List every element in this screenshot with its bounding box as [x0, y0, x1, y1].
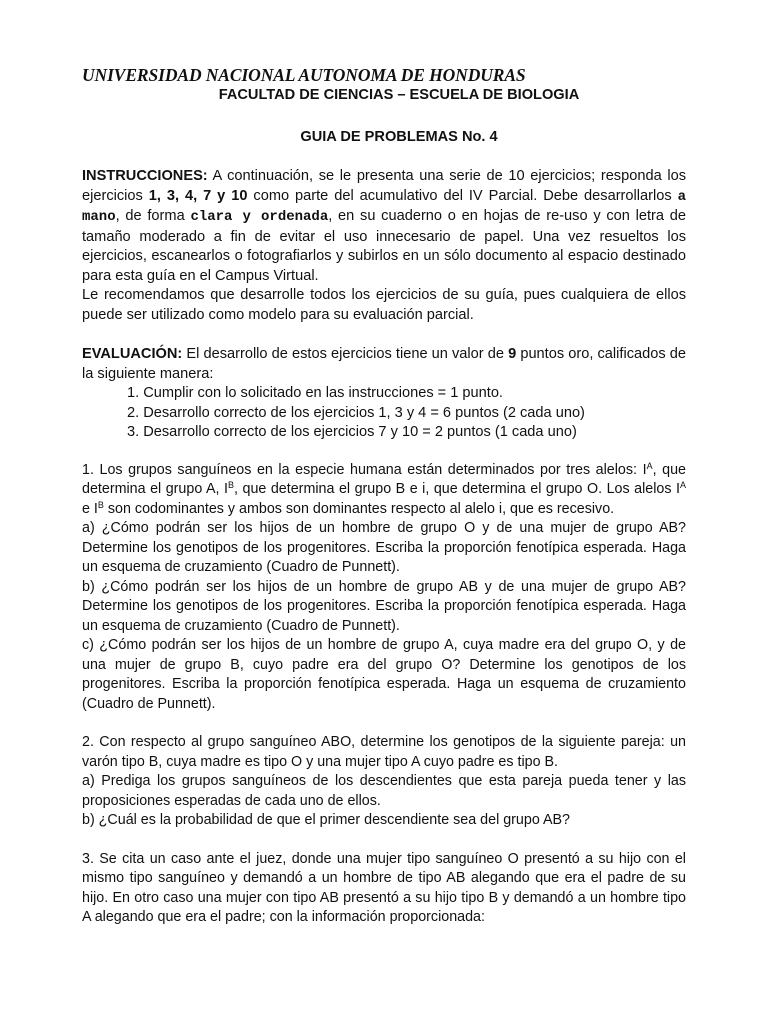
- instructions-section: [82, 167, 686, 325]
- problem-1-text-d: e I: [82, 500, 98, 517]
- evaluation-section: [82, 345, 686, 443]
- evaluation-text-2: puntos oro, calificados de la siguiente manera:: [82, 346, 686, 382]
- problem-2: [82, 733, 686, 831]
- superscript-a: A: [646, 460, 653, 471]
- instructions-label: INSTRUCCIONES:: [82, 168, 208, 184]
- problem-3-intro: 3. Se cita un caso ante el juez, donde una mujer tipo sanguíneo O presentó a su hijo con el mismo tipo sanguíneo y demandó a un hombre de tipo AB alegando que era el padre de su hijo. En otro caso una mujer con tipo AB presentó a su hijo tipo B y demandó a un hombre tipo A alegando que era el padre; con la información proporcionada:: [82, 850, 686, 925]
- problem-2-intro: 2. Con respecto al grupo sanguíneo ABO, determine los genotipos de la siguiente pareja: un varón tipo B, cuya madre es tipo O y una mujer tipo A cuyo padre es tipo B.: [82, 734, 686, 770]
- faculty-heading: FACULTAD DE CIENCIAS – ESCUELA DE BIOLOGIA: [218, 87, 580, 103]
- superscript-a: A: [679, 480, 686, 490]
- evaluation-paragraph: [82, 345, 686, 384]
- problem-3: [82, 850, 686, 928]
- evaluation-list: [82, 384, 686, 443]
- problem-1-text-b: , que determina el grupo A, I: [82, 461, 686, 497]
- instructions-clara: clara y ordenada: [190, 209, 329, 225]
- problem-1-part-a: a) ¿Cómo podrán ser los hijos de un hombre de grupo O y de una mujer de grupo AB? Determine los genotipos de los progenitores. Escriba la proporción fenotípica esperada. Haga un esquema de cruzamiento (Cuadro de Punnett).: [82, 520, 686, 575]
- superscript-b: B: [97, 499, 104, 510]
- problem-1-intro: [82, 461, 686, 520]
- superscript-b: B: [228, 480, 235, 490]
- instructions-text-1: A continuación, se le presenta una serie de 10 ejercicios; responda los ejercicios: [82, 168, 686, 204]
- evaluation-text-1: El desarrollo de estos ejercicios tiene un valor de: [182, 346, 509, 362]
- instructions-text-3: , de forma: [115, 208, 191, 224]
- document-page: [82, 64, 686, 928]
- evaluation-item: 2. Desarrollo correcto de los ejercicios 1, 3 y 4 = 6 puntos (2 cada uno): [127, 404, 585, 421]
- university-title: UNIVERSIDAD NACIONAL AUTONOMA DE HONDURAS: [82, 65, 526, 85]
- problem-1-text-a: 1. Los grupos sanguíneos en la especie humana están determinados por tres alelos: I: [82, 461, 647, 478]
- problem-1-part-c: c) ¿Cómo podrán ser los hijos de un hombre de grupo A, cuya madre era del grupo O, y de una mujer de grupo B, cuyo padre era del grupo O? Determine los genotipos de los progenitores. Escriba la proporción fenotípica esperada. Haga un esquema de cruzamiento (Cuadro de Punnett).: [82, 637, 686, 712]
- problem-1: [82, 461, 686, 715]
- evaluation-item: 1. Cumplir con lo solicitado en las instrucciones = 1 punto.: [127, 385, 503, 401]
- problem-1-part-b: b) ¿Cómo podrán ser los hijos de un hombre de grupo AB y de una mujer de grupo AB? Determine los genotipos de los progenitores. Escriba la proporción fenotípica esperada. Haga un esquema de cruzamiento (Cuadro de Punnett).: [82, 578, 686, 634]
- problem-2-part-b: b) ¿Cuál es la probabilidad de que el primer descendiente sea del grupo AB?: [82, 812, 570, 828]
- evaluation-item: 3. Desarrollo correcto de los ejercicios 7 y 10 = 2 puntos (1 cada uno): [127, 424, 577, 440]
- guide-title: GUIA DE PROBLEMAS No. 4: [300, 128, 498, 145]
- problem-2-part-a: a) Prediga los grupos sanguíneos de los descendientes que esta pareja pueda tener y las proposiciones esperadas de cada uno de ellos.: [82, 773, 686, 809]
- evaluation-label: EVALUACIÓN:: [82, 346, 183, 362]
- problem-1-text-e: son codominantes y ambos son dominantes respecto al alelo i, que es recesivo.: [103, 500, 615, 517]
- instructions-paragraph: [82, 167, 686, 286]
- instructions-exercises: 1, 3, 4, 7 y 10: [148, 187, 248, 204]
- recommendation-paragraph: Le recomendamos que desarrolle todos los ejercicios de su guía, pues cualquiera de ellos puede ser utilizado como modelo para su evaluación parcial.: [82, 287, 686, 323]
- problem-1-text-c: , que determina el grupo B e i, que determina el grupo O. Los alelos I: [234, 481, 680, 497]
- evaluation-points: 9: [508, 346, 517, 362]
- instructions-a-mano: a mano: [82, 188, 686, 225]
- instructions-text-4: , en su cuaderno o en hojas de re-uso y con letra de tamaño moderado a fin de evitar el uso innecesario de papel. Una vez resueltos los ejercicios, escanearlos o fotografiarlos y subirlos en un sólo documento al espacio destinado para esta guía en el Campus Virtual.: [82, 208, 687, 284]
- instructions-text-2: como parte del acumulativo del IV Parcial. Debe desarrollarlos: [247, 187, 678, 204]
